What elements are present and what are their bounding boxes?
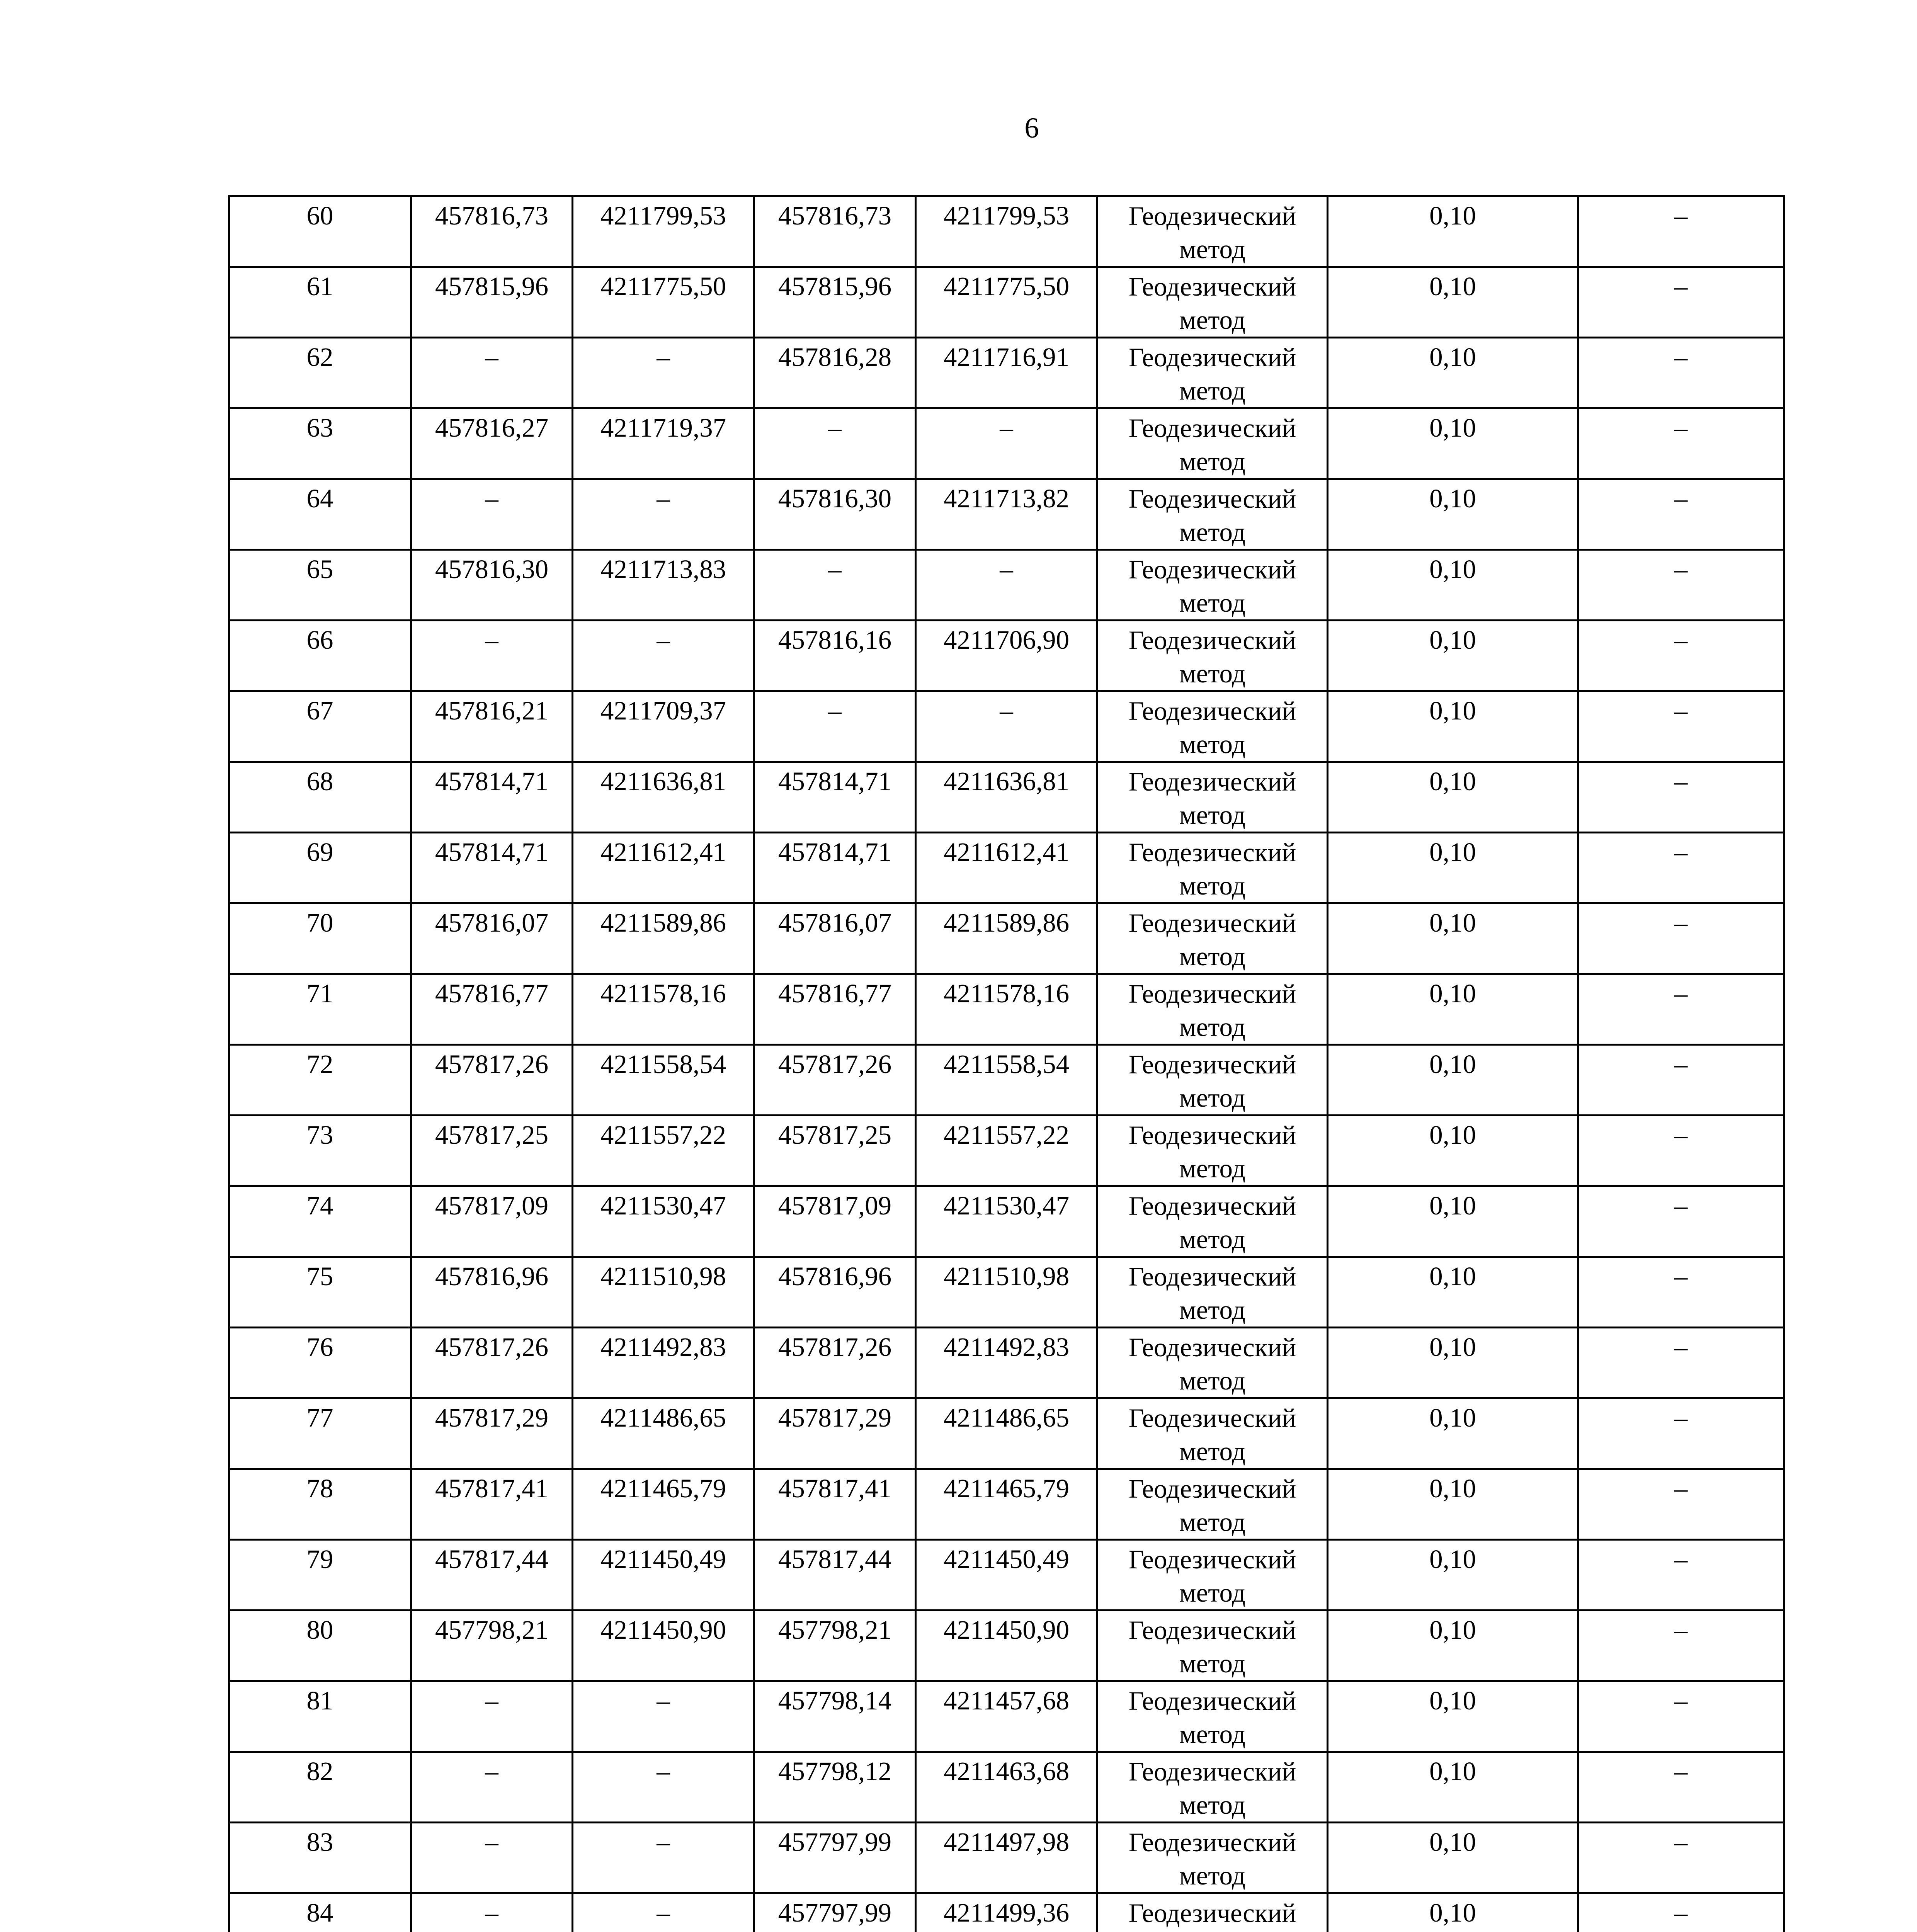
existing-y-cell: 4211557,22 bbox=[573, 1116, 754, 1186]
existing-x-cell: – bbox=[411, 1752, 573, 1823]
accuracy-cell: 0,10 bbox=[1328, 196, 1578, 267]
table-row bbox=[229, 550, 1784, 621]
point-number-cell: 62 bbox=[229, 338, 411, 408]
method-cell: Геодезический метод bbox=[1097, 267, 1328, 338]
method-cell: Геодезический метод bbox=[1097, 621, 1328, 691]
refined-x-cell: – bbox=[754, 550, 916, 621]
existing-y-cell: – bbox=[573, 621, 754, 691]
table-row bbox=[229, 1752, 1784, 1823]
description-cell: – bbox=[1578, 762, 1784, 833]
description-cell: – bbox=[1578, 1611, 1784, 1681]
refined-y-cell: 4211557,22 bbox=[916, 1116, 1097, 1186]
method-cell: Геодезический метод bbox=[1097, 408, 1328, 479]
description-cell: – bbox=[1578, 1186, 1784, 1257]
method-cell: Геодезический метод bbox=[1097, 196, 1328, 267]
method-cell: Геодезический метод bbox=[1097, 1398, 1328, 1469]
refined-y-cell: 4211463,68 bbox=[916, 1752, 1097, 1823]
refined-x-cell: 457797,99 bbox=[754, 1823, 916, 1893]
refined-x-cell: 457817,09 bbox=[754, 1186, 916, 1257]
refined-y-cell: – bbox=[916, 691, 1097, 762]
refined-x-cell: 457816,28 bbox=[754, 338, 916, 408]
refined-x-cell: 457817,41 bbox=[754, 1469, 916, 1540]
existing-y-cell: 4211636,81 bbox=[573, 762, 754, 833]
existing-y-cell: 4211486,65 bbox=[573, 1398, 754, 1469]
existing-x-cell: 457816,07 bbox=[411, 903, 573, 974]
existing-y-cell: 4211799,53 bbox=[573, 196, 754, 267]
description-cell: – bbox=[1578, 974, 1784, 1045]
accuracy-cell: 0,10 bbox=[1328, 974, 1578, 1045]
description-cell: – bbox=[1578, 1540, 1784, 1611]
description-cell: – bbox=[1578, 621, 1784, 691]
refined-x-cell: 457817,44 bbox=[754, 1540, 916, 1611]
refined-x-cell: 457817,26 bbox=[754, 1328, 916, 1398]
existing-y-cell: – bbox=[573, 1893, 754, 1932]
existing-y-cell: – bbox=[573, 338, 754, 408]
existing-y-cell: 4211578,16 bbox=[573, 974, 754, 1045]
existing-y-cell: – bbox=[573, 1681, 754, 1752]
existing-y-cell: 4211589,86 bbox=[573, 903, 754, 974]
method-cell: Геодезический метод bbox=[1097, 1469, 1328, 1540]
accuracy-cell: 0,10 bbox=[1328, 479, 1578, 550]
table-row bbox=[229, 762, 1784, 833]
accuracy-cell: 0,10 bbox=[1328, 621, 1578, 691]
description-cell: – bbox=[1578, 1116, 1784, 1186]
refined-x-cell: 457798,14 bbox=[754, 1681, 916, 1752]
description-cell: – bbox=[1578, 833, 1784, 903]
accuracy-cell: 0,10 bbox=[1328, 1681, 1578, 1752]
existing-y-cell: 4211713,83 bbox=[573, 550, 754, 621]
accuracy-cell: 0,10 bbox=[1328, 267, 1578, 338]
method-cell: Геодезический метод bbox=[1097, 691, 1328, 762]
refined-y-cell: 4211775,50 bbox=[916, 267, 1097, 338]
refined-y-cell: 4211510,98 bbox=[916, 1257, 1097, 1328]
existing-y-cell: – bbox=[573, 1752, 754, 1823]
description-cell: – bbox=[1578, 1469, 1784, 1540]
method-cell: Геодезический метод bbox=[1097, 338, 1328, 408]
existing-y-cell: 4211709,37 bbox=[573, 691, 754, 762]
refined-y-cell: 4211578,16 bbox=[916, 974, 1097, 1045]
point-number-cell: 76 bbox=[229, 1328, 411, 1398]
point-number-cell: 60 bbox=[229, 196, 411, 267]
accuracy-cell: 0,10 bbox=[1328, 1257, 1578, 1328]
table-row bbox=[229, 1398, 1784, 1469]
accuracy-cell: 0,10 bbox=[1328, 1611, 1578, 1681]
refined-y-cell: 4211497,98 bbox=[916, 1823, 1097, 1893]
point-number-cell: 77 bbox=[229, 1398, 411, 1469]
refined-y-cell: 4211612,41 bbox=[916, 833, 1097, 903]
refined-x-cell: 457798,21 bbox=[754, 1611, 916, 1681]
refined-x-cell: 457817,25 bbox=[754, 1116, 916, 1186]
existing-y-cell: 4211558,54 bbox=[573, 1045, 754, 1116]
description-cell: – bbox=[1578, 1893, 1784, 1932]
refined-x-cell: 457817,26 bbox=[754, 1045, 916, 1116]
description-cell: – bbox=[1578, 1752, 1784, 1823]
page-number: 6 bbox=[1024, 112, 1039, 144]
existing-x-cell: 457816,30 bbox=[411, 550, 573, 621]
existing-y-cell: 4211492,83 bbox=[573, 1328, 754, 1398]
table-row bbox=[229, 621, 1784, 691]
accuracy-cell: 0,10 bbox=[1328, 1540, 1578, 1611]
existing-y-cell: 4211775,50 bbox=[573, 267, 754, 338]
refined-x-cell: 457814,71 bbox=[754, 762, 916, 833]
table-row bbox=[229, 1611, 1784, 1681]
point-number-cell: 68 bbox=[229, 762, 411, 833]
table-row bbox=[229, 338, 1784, 408]
existing-y-cell: 4211465,79 bbox=[573, 1469, 754, 1540]
existing-x-cell: – bbox=[411, 479, 573, 550]
refined-x-cell: – bbox=[754, 408, 916, 479]
coordinates-table bbox=[228, 195, 1785, 1932]
refined-x-cell: 457816,07 bbox=[754, 903, 916, 974]
refined-x-cell: 457816,73 bbox=[754, 196, 916, 267]
refined-x-cell: – bbox=[754, 691, 916, 762]
table-row bbox=[229, 974, 1784, 1045]
existing-y-cell: 4211612,41 bbox=[573, 833, 754, 903]
refined-y-cell: 4211713,82 bbox=[916, 479, 1097, 550]
description-cell: – bbox=[1578, 1398, 1784, 1469]
description-cell: – bbox=[1578, 550, 1784, 621]
existing-x-cell: 457798,21 bbox=[411, 1611, 573, 1681]
method-cell: Геодезический метод bbox=[1097, 1186, 1328, 1257]
existing-x-cell: 457817,41 bbox=[411, 1469, 573, 1540]
method-cell: Геодезический метод bbox=[1097, 1681, 1328, 1752]
refined-y-cell: 4211589,86 bbox=[916, 903, 1097, 974]
existing-y-cell: 4211450,90 bbox=[573, 1611, 754, 1681]
refined-x-cell: 457816,16 bbox=[754, 621, 916, 691]
method-cell: Геодезический метод bbox=[1097, 762, 1328, 833]
table-body bbox=[229, 196, 1784, 1932]
method-cell: Геодезический метод bbox=[1097, 550, 1328, 621]
existing-x-cell: 457816,96 bbox=[411, 1257, 573, 1328]
point-number-cell: 81 bbox=[229, 1681, 411, 1752]
existing-x-cell: 457816,73 bbox=[411, 196, 573, 267]
refined-x-cell: 457815,96 bbox=[754, 267, 916, 338]
table-row bbox=[229, 408, 1784, 479]
point-number-cell: 61 bbox=[229, 267, 411, 338]
refined-y-cell: 4211716,91 bbox=[916, 338, 1097, 408]
method-cell: Геодезический метод bbox=[1097, 833, 1328, 903]
method-cell: Геодезический метод bbox=[1097, 1257, 1328, 1328]
refined-y-cell: 4211450,90 bbox=[916, 1611, 1097, 1681]
refined-y-cell: 4211450,49 bbox=[916, 1540, 1097, 1611]
refined-y-cell: 4211486,65 bbox=[916, 1398, 1097, 1469]
accuracy-cell: 0,10 bbox=[1328, 1328, 1578, 1398]
refined-y-cell: 4211706,90 bbox=[916, 621, 1097, 691]
point-number-cell: 67 bbox=[229, 691, 411, 762]
description-cell: – bbox=[1578, 903, 1784, 974]
point-number-cell: 69 bbox=[229, 833, 411, 903]
description-cell: – bbox=[1578, 691, 1784, 762]
table-row bbox=[229, 833, 1784, 903]
accuracy-cell: 0,10 bbox=[1328, 1823, 1578, 1893]
accuracy-cell: 0,10 bbox=[1328, 1893, 1578, 1932]
point-number-cell: 66 bbox=[229, 621, 411, 691]
point-number-cell: 82 bbox=[229, 1752, 411, 1823]
point-number-cell: 79 bbox=[229, 1540, 411, 1611]
existing-x-cell: 457816,21 bbox=[411, 691, 573, 762]
method-cell: Геодезический метод bbox=[1097, 903, 1328, 974]
point-number-cell: 73 bbox=[229, 1116, 411, 1186]
existing-x-cell: 457814,71 bbox=[411, 762, 573, 833]
existing-x-cell: – bbox=[411, 338, 573, 408]
description-cell: – bbox=[1578, 196, 1784, 267]
accuracy-cell: 0,10 bbox=[1328, 1186, 1578, 1257]
existing-x-cell: 457817,09 bbox=[411, 1186, 573, 1257]
point-number-cell: 74 bbox=[229, 1186, 411, 1257]
table-row bbox=[229, 1540, 1784, 1611]
accuracy-cell: 0,10 bbox=[1328, 833, 1578, 903]
description-cell: – bbox=[1578, 338, 1784, 408]
accuracy-cell: 0,10 bbox=[1328, 762, 1578, 833]
accuracy-cell: 0,10 bbox=[1328, 903, 1578, 974]
table-row bbox=[229, 1328, 1784, 1398]
refined-y-cell: 4211558,54 bbox=[916, 1045, 1097, 1116]
refined-x-cell: 457816,30 bbox=[754, 479, 916, 550]
refined-y-cell: – bbox=[916, 550, 1097, 621]
refined-x-cell: 457816,96 bbox=[754, 1257, 916, 1328]
existing-x-cell: 457814,71 bbox=[411, 833, 573, 903]
table-row bbox=[229, 1045, 1784, 1116]
point-number-cell: 75 bbox=[229, 1257, 411, 1328]
accuracy-cell: 0,10 bbox=[1328, 1045, 1578, 1116]
point-number-cell: 71 bbox=[229, 974, 411, 1045]
method-cell: Геодезический метод bbox=[1097, 1328, 1328, 1398]
refined-y-cell: – bbox=[916, 408, 1097, 479]
accuracy-cell: 0,10 bbox=[1328, 1469, 1578, 1540]
refined-x-cell: 457797,99 bbox=[754, 1893, 916, 1932]
refined-y-cell: 4211799,53 bbox=[916, 196, 1097, 267]
table-row bbox=[229, 903, 1784, 974]
existing-y-cell: 4211450,49 bbox=[573, 1540, 754, 1611]
existing-y-cell: – bbox=[573, 479, 754, 550]
description-cell: – bbox=[1578, 1681, 1784, 1752]
table-row bbox=[229, 196, 1784, 267]
method-cell: Геодезический метод bbox=[1097, 1540, 1328, 1611]
table-row bbox=[229, 1469, 1784, 1540]
description-cell: – bbox=[1578, 1823, 1784, 1893]
existing-x-cell: – bbox=[411, 1681, 573, 1752]
point-number-cell: 72 bbox=[229, 1045, 411, 1116]
refined-y-cell: 4211499,36 bbox=[916, 1893, 1097, 1932]
existing-y-cell: – bbox=[573, 1823, 754, 1893]
table-row bbox=[229, 1257, 1784, 1328]
description-cell: – bbox=[1578, 408, 1784, 479]
accuracy-cell: 0,10 bbox=[1328, 550, 1578, 621]
accuracy-cell: 0,10 bbox=[1328, 1116, 1578, 1186]
point-number-cell: 63 bbox=[229, 408, 411, 479]
point-number-cell: 80 bbox=[229, 1611, 411, 1681]
table-row bbox=[229, 1186, 1784, 1257]
existing-y-cell: 4211510,98 bbox=[573, 1257, 754, 1328]
refined-x-cell: 457798,12 bbox=[754, 1752, 916, 1823]
point-number-cell: 84 bbox=[229, 1893, 411, 1932]
table-row bbox=[229, 1823, 1784, 1893]
refined-y-cell: 4211636,81 bbox=[916, 762, 1097, 833]
accuracy-cell: 0,10 bbox=[1328, 1752, 1578, 1823]
accuracy-cell: 0,10 bbox=[1328, 408, 1578, 479]
method-cell: Геодезический метод bbox=[1097, 974, 1328, 1045]
existing-x-cell: 457817,29 bbox=[411, 1398, 573, 1469]
accuracy-cell: 0,10 bbox=[1328, 1398, 1578, 1469]
accuracy-cell: 0,10 bbox=[1328, 338, 1578, 408]
table-row bbox=[229, 1681, 1784, 1752]
refined-y-cell: 4211492,83 bbox=[916, 1328, 1097, 1398]
description-cell: – bbox=[1578, 1328, 1784, 1398]
existing-x-cell: 457817,26 bbox=[411, 1328, 573, 1398]
description-cell: – bbox=[1578, 1045, 1784, 1116]
table-row bbox=[229, 1893, 1784, 1932]
existing-x-cell: – bbox=[411, 1823, 573, 1893]
refined-y-cell: 4211457,68 bbox=[916, 1681, 1097, 1752]
refined-x-cell: 457817,29 bbox=[754, 1398, 916, 1469]
method-cell: Геодезический bbox=[1097, 1893, 1328, 1932]
point-number-cell: 65 bbox=[229, 550, 411, 621]
table-row bbox=[229, 267, 1784, 338]
table-row bbox=[229, 479, 1784, 550]
method-cell: Геодезический метод bbox=[1097, 1823, 1328, 1893]
refined-y-cell: 4211530,47 bbox=[916, 1186, 1097, 1257]
method-cell: Геодезический метод bbox=[1097, 1045, 1328, 1116]
refined-y-cell: 4211465,79 bbox=[916, 1469, 1097, 1540]
method-cell: Геодезический метод bbox=[1097, 479, 1328, 550]
description-cell: – bbox=[1578, 1257, 1784, 1328]
existing-y-cell: 4211719,37 bbox=[573, 408, 754, 479]
existing-y-cell: 4211530,47 bbox=[573, 1186, 754, 1257]
method-cell: Геодезический метод bbox=[1097, 1752, 1328, 1823]
table-row bbox=[229, 1116, 1784, 1186]
existing-x-cell: 457816,27 bbox=[411, 408, 573, 479]
point-number-cell: 83 bbox=[229, 1823, 411, 1893]
description-cell: – bbox=[1578, 267, 1784, 338]
refined-x-cell: 457814,71 bbox=[754, 833, 916, 903]
existing-x-cell: 457817,25 bbox=[411, 1116, 573, 1186]
existing-x-cell: 457817,26 bbox=[411, 1045, 573, 1116]
point-number-cell: 64 bbox=[229, 479, 411, 550]
point-number-cell: 78 bbox=[229, 1469, 411, 1540]
refined-x-cell: 457816,77 bbox=[754, 974, 916, 1045]
description-cell: – bbox=[1578, 479, 1784, 550]
table-row bbox=[229, 691, 1784, 762]
method-cell: Геодезический метод bbox=[1097, 1611, 1328, 1681]
existing-x-cell: 457816,77 bbox=[411, 974, 573, 1045]
existing-x-cell: 457815,96 bbox=[411, 267, 573, 338]
existing-x-cell: 457817,44 bbox=[411, 1540, 573, 1611]
existing-x-cell: – bbox=[411, 1893, 573, 1932]
accuracy-cell: 0,10 bbox=[1328, 691, 1578, 762]
method-cell: Геодезический метод bbox=[1097, 1116, 1328, 1186]
existing-x-cell: – bbox=[411, 621, 573, 691]
point-number-cell: 70 bbox=[229, 903, 411, 974]
